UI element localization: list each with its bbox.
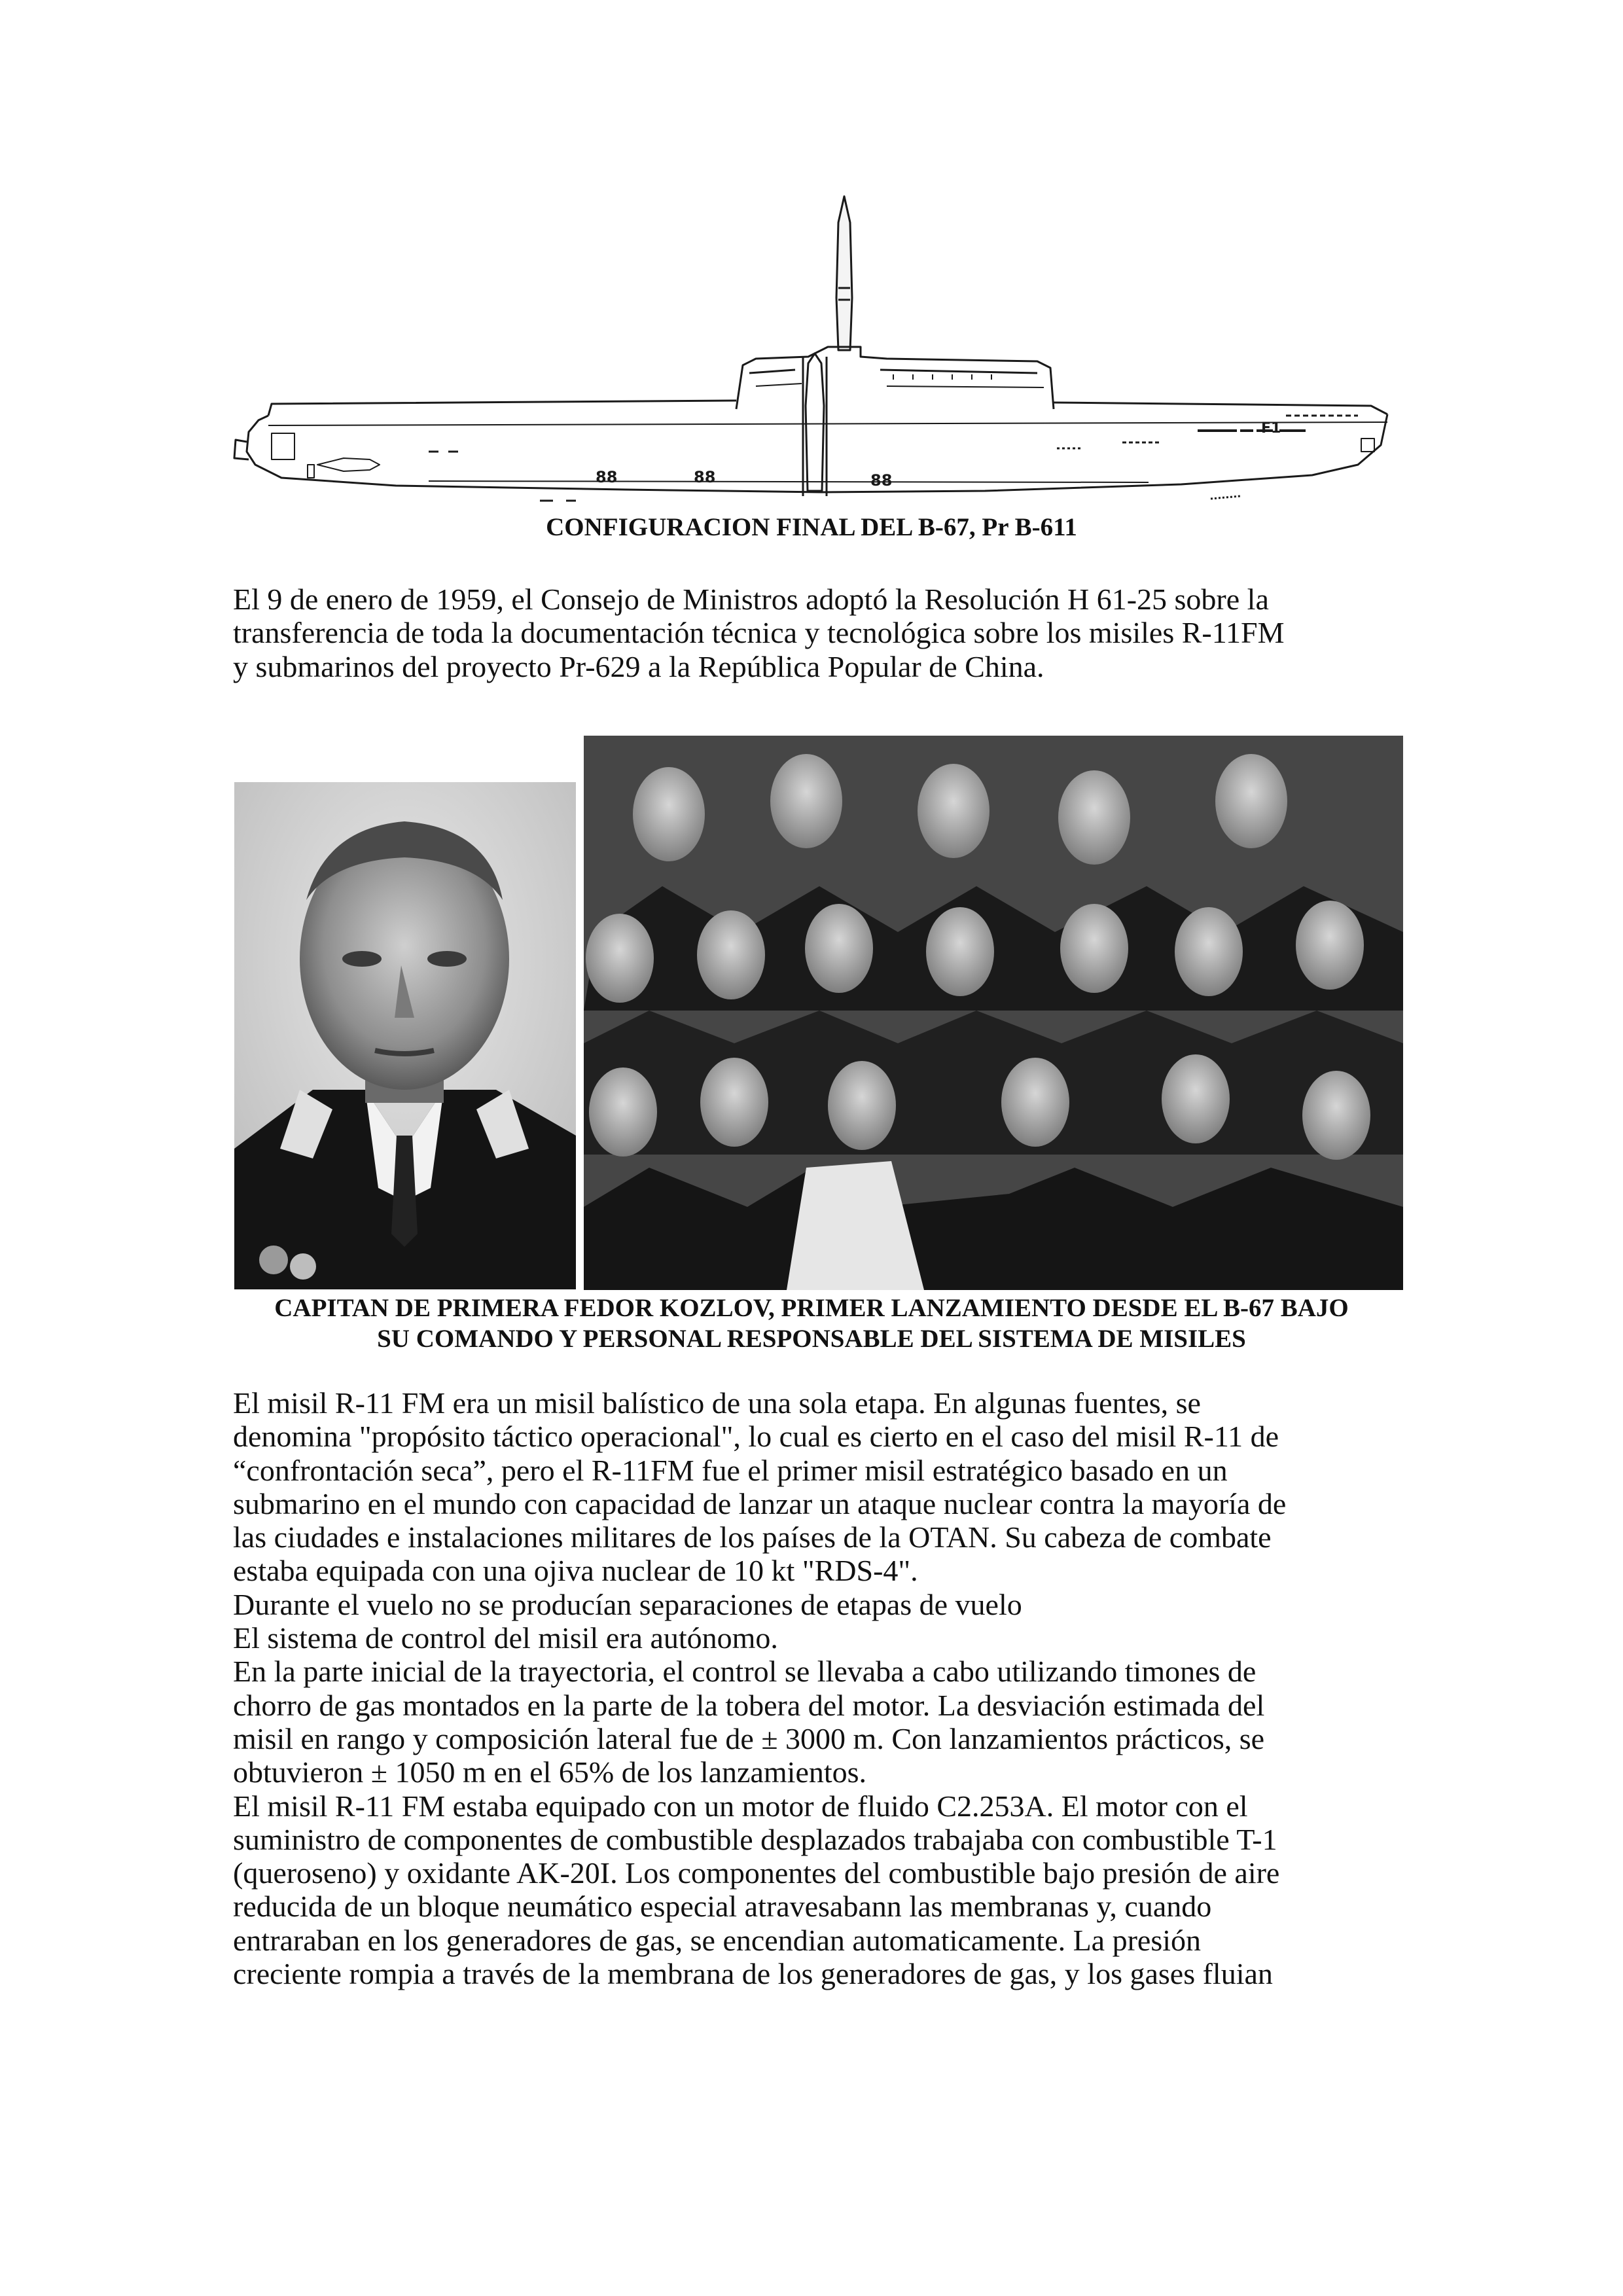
hull-marking: F1 (1261, 420, 1281, 437)
text-line: obtuvieron ± 1050 m en el 65% de los lanzamientos. (233, 1755, 867, 1789)
text-line: (queroseno) y oxidante AK-20I. Los componentes del combustible bajo presión de aire (233, 1856, 1280, 1890)
crew-group-photo (584, 736, 1403, 1290)
text-line: reducida de un bloque neumático especial atravesabann las membranas y, cuando (233, 1890, 1212, 1924)
text-line: En la parte inicial de la trayectoria, el control se llevaba a cabo utilizando timones de (233, 1655, 1257, 1689)
figure2-caption (223, 1293, 1400, 1354)
text-line: misil en rango y composición lateral fue de ± 3000 m. Con lanzamientos prácticos, se (233, 1721, 1265, 1755)
hull-code-1: 88 (596, 468, 618, 486)
submarine-drawing (232, 190, 1404, 514)
hull-code-3: 88 (870, 471, 893, 490)
caption-line: CAPITAN DE PRIMERA FEDOR KOZLOV, PRIMER LANZAMIENTO DESDE EL B-67 BAJO (274, 1294, 1349, 1322)
text-line: “confrontación seca”, pero el R-11FM fue el primer misil estratégico basado en un (233, 1453, 1228, 1487)
text-line: chorro de gas montados en la parte de la tobera del motor. La desviación estimada del (233, 1688, 1265, 1722)
text-line: suministro de componentes de combustible desplazados trabajaba con combustible T-1 (233, 1822, 1277, 1856)
caption-line: SU COMANDO Y PERSONAL RESPONSABLE DEL SISTEMA DE MISILES (377, 1325, 1246, 1353)
text-line: las ciudades e instalaciones militares de los países de la OTAN. Su cabeza de combate (233, 1520, 1272, 1554)
text-line: creciente rompia a través de la membrana de los generadores de gas, y los gases fluian (233, 1957, 1273, 1991)
text-line: El sistema de control del misil era autónomo. (233, 1621, 778, 1655)
text-line: y submarinos del proyecto Pr-629 a la República Popular de China. (233, 649, 1044, 683)
text-line: El misil R-11 FM estaba equipado con un motor de fluido C2.253A. El motor con el (233, 1789, 1248, 1823)
paragraph-2 (233, 1386, 1398, 1990)
hull-code-2: 88 (694, 468, 716, 486)
text-line: entraraban en los generadores de gas, se encendian automaticamente. La presión (233, 1923, 1202, 1957)
figure1-caption: CONFIGURACION FINAL DEL B-67, Pr B-611 (546, 513, 1077, 541)
paragraph-1 (233, 583, 1398, 683)
text-line: estaba equipada con una ojiva nuclear de 10 kt "RDS-4". (233, 1554, 918, 1588)
text-line: denomina "propósito táctico operacional", lo cual es cierto en el caso del misil R-11 de (233, 1420, 1279, 1454)
text-line: El misil R-11 FM era un misil balístico de una sola etapa. En algunas fuentes, se (233, 1386, 1201, 1420)
text-line: El 9 de enero de 1959, el Consejo de Ministros adoptó la Resolución H 61-25 sobre la (233, 583, 1269, 616)
text-line: Durante el vuelo no se producían separaciones de etapas de vuelo (233, 1587, 1022, 1621)
text-line: transferencia de toda la documentación técnica y tecnológica sobre los misiles R-11FM (233, 616, 1285, 650)
text-line: submarino en el mundo con capacidad de lanzar un ataque nuclear contra la mayoría de (233, 1486, 1287, 1520)
portrait-photo (234, 782, 576, 1289)
